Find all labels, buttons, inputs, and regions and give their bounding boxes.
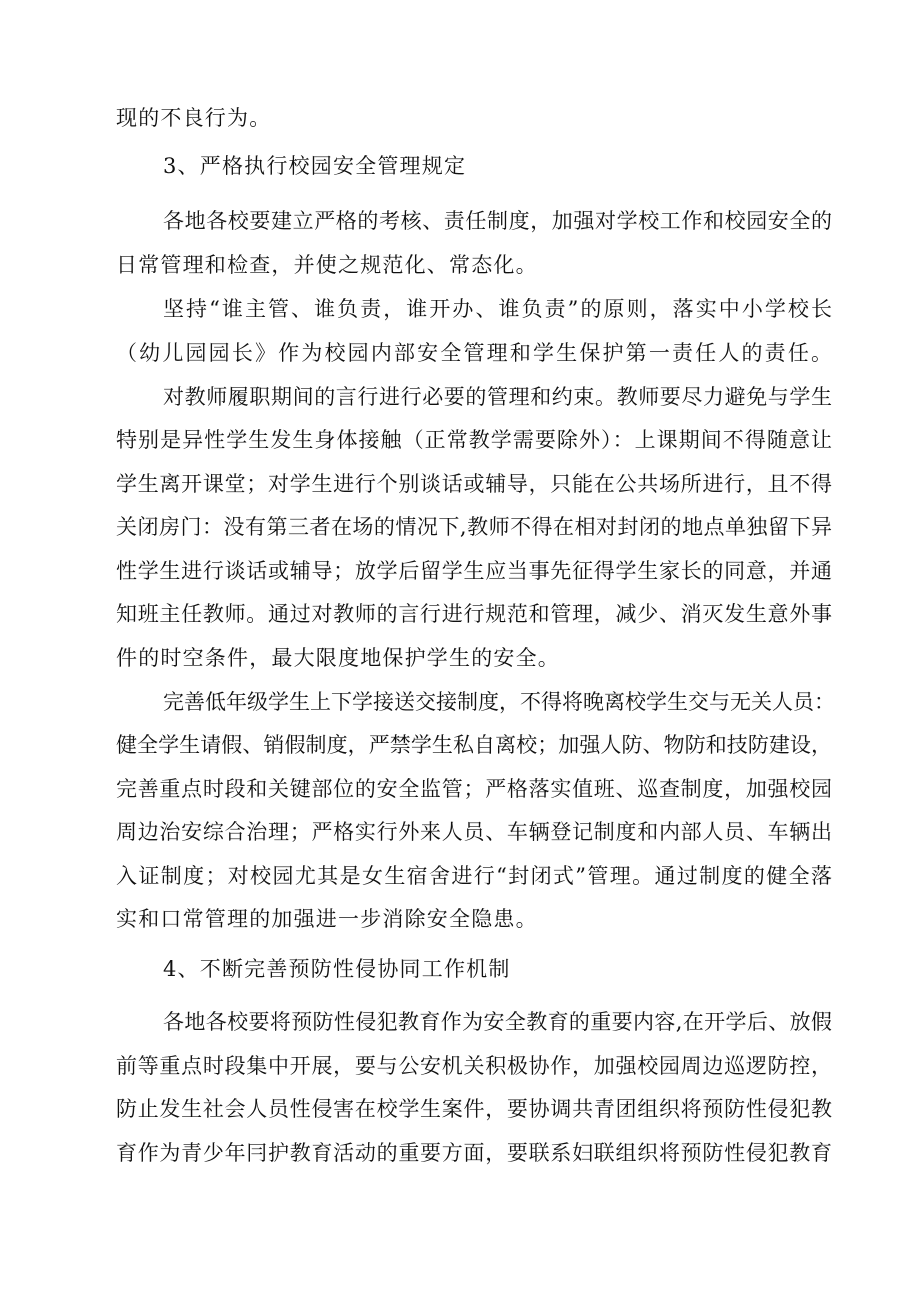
text-line: 知班主任教师。通过对教师的言行进行规范和管理，减少、消灭发生意外事 (116, 602, 832, 626)
text-line: 各地各校要将预防性侵犯教育作为安全教育的重要内容,在开学后、放假 (163, 1010, 832, 1034)
text-line: 周边治安综合治理；严格实行外来人员、车辆登记制度和内部人员、车辆出 (116, 820, 832, 844)
text-line: 入证制度；对校园尤其是女生宿舍进行“封闭式”管理。通过制度的健全落 (116, 864, 832, 888)
text-line: 学生离开课堂；对学生进行个别谈话或辅导，只能在公共场所进行，且不得 (116, 472, 832, 496)
text-line: 各地各校要建立严格的考核、责任制度，加强对学校工作和校园安全的 (163, 209, 832, 233)
text-line: 对教师履职期间的言行进行必要的管理和约束。教师要尽力避免与学生 (163, 385, 832, 409)
text-line: （幼儿园园长》作为校园内部安全管理和学生保护第一责任人的责任。 (116, 341, 832, 365)
text-line: 关闭房门：没有第三者在场的情况下,教师不得在相对封闭的地点单独留下异 (116, 515, 832, 539)
text-line: 防止发生社会人员性侵害在校学生案件，要协调共青团组织将预防性侵犯教 (116, 1097, 832, 1121)
section-heading-4: 4、不断完善预防性侵协同工作机制 (163, 957, 511, 981)
text-line: 完善低年级学生上下学接送交接制度，不得将晚离校学生交与无关人员： (163, 690, 835, 714)
text-line: 日常管理和检查，并使之规范化、常态化。 (116, 253, 538, 277)
text-line: 坚持“谁主管、谁负责，谁开办、谁负责”的原则，落实中小学校长 (163, 297, 832, 321)
text-line: 完善重点时段和关键部位的安全监管；严格落实值班、巡查制度，加强校园 (116, 777, 832, 801)
text-line: 育作为青少年冃护教育活动的重要方面，要联系妇联组织将预防性侵犯教育 (116, 1141, 832, 1165)
text-line: 实和口常管理的加强进一步消除安全隐患。 (116, 907, 538, 931)
text-line: 健全学生请假、销假制度，严禁学生私自离校；加强人防、物防和技防建设， (116, 733, 832, 757)
text-line: 特别是异性学生发生身体接触（正常教学需要除外）：上课期间不得随意让 (116, 428, 832, 452)
text-line: 性学生进行谈话或辅导；放学后留学生应当事先征得学生家长的同意，并通 (116, 559, 832, 583)
text-line: 件的时空条件，最大限度地保护学生的安全。 (116, 646, 560, 670)
text-line: 现的不良行为。 (116, 106, 272, 130)
text-line: 前等重点时段集中开展，要与公安机关积极协作，加强校园周边巡逻防控， (116, 1054, 832, 1078)
section-heading-3: 3、严格执行校园安全管理规定 (163, 154, 467, 178)
